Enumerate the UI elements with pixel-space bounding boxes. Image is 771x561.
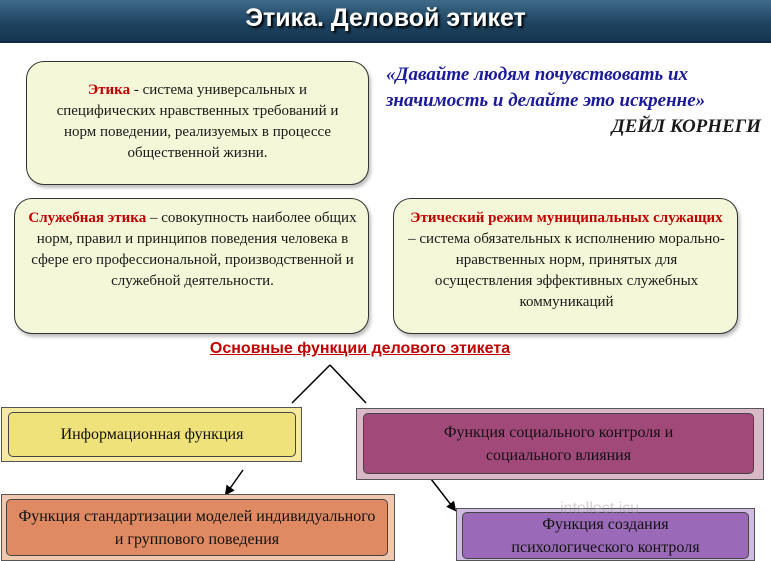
arrow-to-psychological-control: [431, 479, 455, 510]
quote-text: «Давайте людям почувствовать их значимость и делайте это искренне»: [386, 64, 706, 111]
function-standardization: [6, 499, 388, 556]
function-label: Функция социального контроля и социального влияния: [443, 423, 674, 464]
definition-term: Служебная этика: [28, 210, 147, 226]
function-informational: [8, 412, 296, 457]
function-label: Функция создания психологического контроля: [511, 515, 700, 556]
definition-text: - система универсальных и специфических нравственных требований и норм поведении, реализуемых в процессе общественной жизни.: [56, 82, 339, 161]
definition-text: – система обязательных к исполнению морально-нравственных норм, принятых для осуществления эффективных служебных коммуникаций: [408, 231, 725, 310]
connector-left: [292, 365, 330, 403]
connector-right: [330, 365, 366, 403]
functions-title: Основные функции делового этикета: [209, 340, 511, 357]
function-social-control: [363, 413, 754, 474]
definition-text: – совокупность наиболее общих норм, правил и принципов поведения человека в сфере его профессиональной, производственной и служебной деятельности.: [31, 210, 357, 289]
function-psychological-control: [462, 512, 749, 559]
function-label: Функция стандартизации моделей индивидуального и группового поведения: [18, 507, 376, 548]
arrow-to-standardization: [226, 470, 243, 494]
quote-author: ДЕЙЛ КОРНЕГИ: [611, 116, 761, 137]
watermark: intellect.icu: [560, 500, 640, 517]
function-label: Информационная функция: [60, 426, 244, 443]
definition-term: Этический режим муниципальных служащих: [410, 210, 723, 226]
definition-term: Этика: [87, 82, 131, 98]
page-title: Этика. Деловой этикет: [245, 4, 526, 32]
